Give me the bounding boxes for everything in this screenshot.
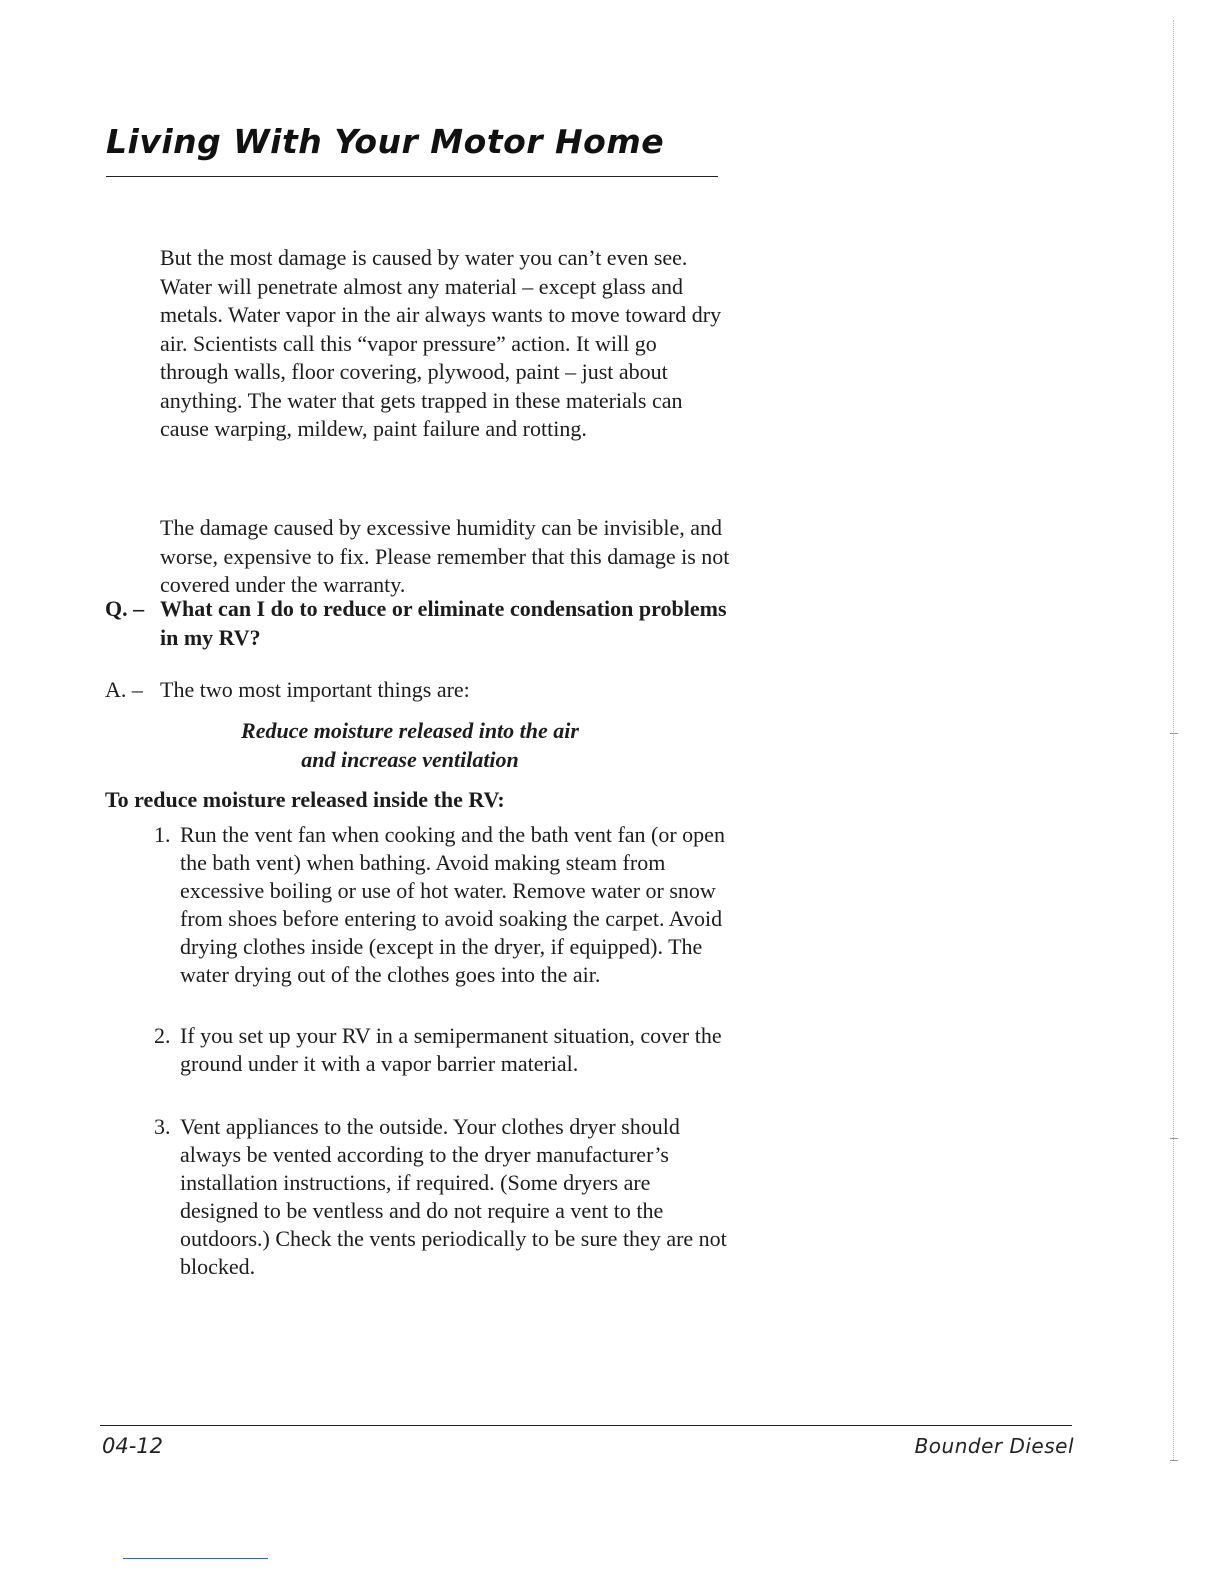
- answer-text: The two most important things are:: [160, 677, 470, 702]
- header-divider: [106, 176, 718, 177]
- footer-divider: [100, 1425, 1072, 1426]
- list-item-number: 2.: [154, 1023, 171, 1048]
- paragraph-water-damage: But the most damage is caused by water you can’t even see. Water will penetrate almost any material – except glass and metals. Water vapor in the air always wants to move toward dry air. Scientists call this “vapor pressure” action. It will go through walls, floor covering, plywood, paint – just about anything. The water that gets trapped in these materials can cause warping, mildew, paint failure and rotting.: [160, 245, 722, 441]
- model-name: Bounder Diesel: [914, 1434, 1074, 1458]
- list-item: [154, 1113, 734, 1281]
- section-subheading: To reduce moisture released inside the RV:: [105, 787, 505, 812]
- scan-edge-mark: [1170, 1138, 1178, 1139]
- scan-edge-mark: [1170, 1460, 1178, 1461]
- emphasis-line-1: Reduce moisture released into the air: [241, 718, 579, 743]
- page-number: 04-12: [102, 1434, 164, 1458]
- question-label: Q. –: [105, 596, 145, 621]
- list-item: [154, 821, 734, 989]
- scan-edge-line: [1173, 20, 1174, 1460]
- list-item-text: Vent appliances to the outside. Your clothes dryer should always be vented according to the dryer manufacturer’s installation instructions, if required. (Some dryers are designed to be ventless and do not require a vent to the outdoors.) Check the vents periodically to be sure they are not blocked.: [180, 1114, 727, 1279]
- answer-label: A. –: [105, 677, 143, 702]
- list-item-number: 3.: [154, 1114, 171, 1139]
- list-item-number: 1.: [154, 822, 171, 847]
- emphasis-line-2: and increase ventilation: [301, 747, 519, 772]
- question-text: What can I do to reduce or eliminate condensation problems in my RV?: [160, 596, 727, 650]
- scan-edge-mark: [1170, 733, 1178, 734]
- page-title: Living With Your Motor Home: [106, 122, 665, 161]
- list-item-text: Run the vent fan when cooking and the bath vent fan (or open the bath vent) when bathing. Avoid making steam from excessive boiling or use of hot water. Remove water or snow from shoes before entering to avoid soaking the carpet. Avoid drying clothes inside (except in the dryer, if equipped). The water drying out of the clothes goes into the air.: [180, 822, 725, 987]
- bottom-rule: [123, 1558, 268, 1559]
- paragraph-humidity-damage: The damage caused by excessive humidity can be invisible, and worse, expensive to fix. Please remember that this damage is not covered under the warranty.: [160, 515, 730, 597]
- list-item: [154, 1022, 734, 1078]
- list-item-text: If you set up your RV in a semipermanent situation, cover the ground under it with a vapor barrier material.: [180, 1023, 722, 1076]
